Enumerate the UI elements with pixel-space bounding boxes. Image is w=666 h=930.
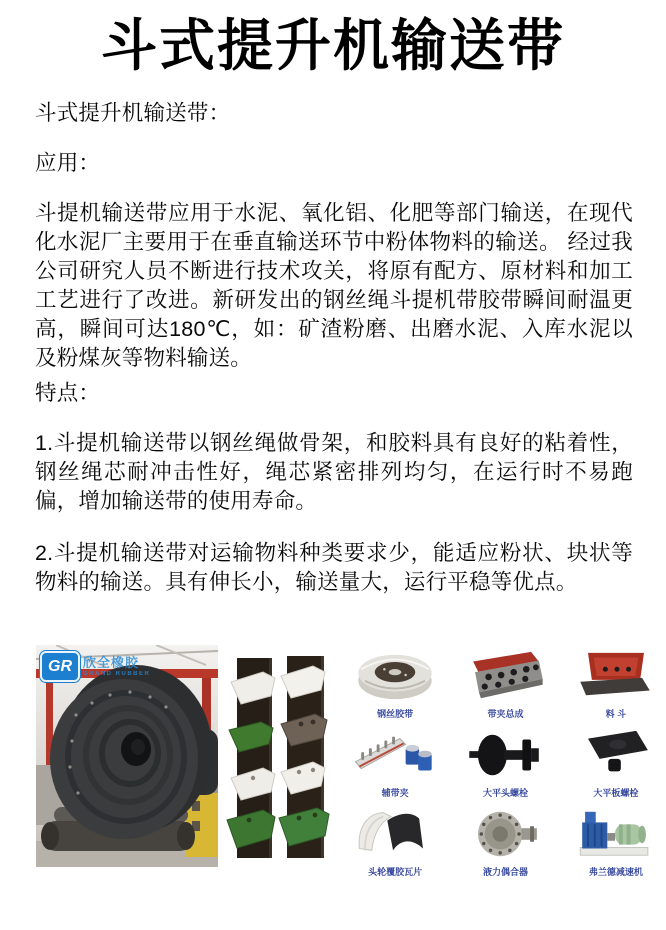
- bucket-board-photo: [225, 652, 345, 864]
- feature-item-2: 2.斗提机输送带对运输物料种类要求少，能适应粉状、块状等物料的输送。具有伸长小，输送量大，运行平稳等优点。: [35, 541, 633, 594]
- hopper-icon: [566, 648, 666, 704]
- part-label: 液力偶合器: [482, 867, 528, 877]
- part-item: [345, 806, 445, 878]
- part-label: 大平头螺栓: [482, 788, 528, 798]
- flat-head-bolt-icon: [455, 727, 555, 783]
- part-label: 料 斗: [605, 709, 627, 719]
- head-pulley-lagging-tile-icon: [345, 806, 445, 862]
- gr-logo-icon: GR: [40, 651, 80, 682]
- application-heading: 应用：: [35, 151, 101, 175]
- fluid-coupling-icon: [455, 806, 555, 862]
- brand-logo: [40, 651, 150, 682]
- page-title: 斗式提升机输送带: [101, 14, 565, 77]
- flat-plate-bolt-icon: [566, 727, 666, 783]
- belt-clip-icon: [345, 727, 445, 783]
- part-item: [566, 648, 666, 720]
- application-paragraph: 斗提机输送带应用于水泥、氧化铝、化肥等部门输送，在现代化水泥厂主要用于在垂直输送环节中粉体物料的输送。 经过我公司研究人员不断进行技术攻关，将原有配方、原材料和加工工艺进行了改进。新研发出的钢丝绳斗提机带胶带瞬间耐温更高，瞬间可达180℃，如：矿渣粉磨、出磨水泥、入库水泥以及粉煤灰等物料输送。: [35, 201, 633, 370]
- brand-name-en: GRAND RUBBER: [83, 671, 151, 677]
- belt-roll-factory-photo: [36, 645, 218, 867]
- part-label: 大平板螺栓: [593, 788, 639, 798]
- part-item: [455, 727, 555, 799]
- belt-clamp-assembly-icon: [455, 648, 555, 704]
- feature-item-1: 1.斗提机输送带以钢丝绳做骨架，和胶料具有良好的粘着性，钢丝绳芯耐冲击性好，绳芯紧密排列均匀，在运行时不易跑偏，增加输送带的使用寿命。: [35, 431, 633, 513]
- part-item: [566, 806, 666, 878]
- part-item: [455, 648, 555, 720]
- part-label: 弗兰德减速机: [588, 867, 643, 877]
- steel-wire-belt-roll-icon: [345, 648, 445, 704]
- part-label: 带夹总成: [487, 709, 524, 719]
- part-label: 头轮覆胶瓦片: [368, 867, 423, 877]
- part-label: 辅带夹: [381, 788, 409, 798]
- intro-line: 斗式提升机输送带：: [35, 101, 231, 125]
- part-label: 钢丝胶带: [377, 709, 414, 719]
- part-item: [345, 648, 445, 720]
- brand-name-cn: 欣全橡胶: [83, 655, 140, 670]
- part-item: [345, 727, 445, 799]
- bucket-board-illustration: [225, 652, 345, 864]
- parts-grid: [345, 648, 666, 878]
- part-item: [455, 806, 555, 878]
- flender-reducer-icon: [566, 806, 666, 862]
- features-heading: 特点：: [35, 381, 101, 405]
- part-item: [566, 727, 666, 799]
